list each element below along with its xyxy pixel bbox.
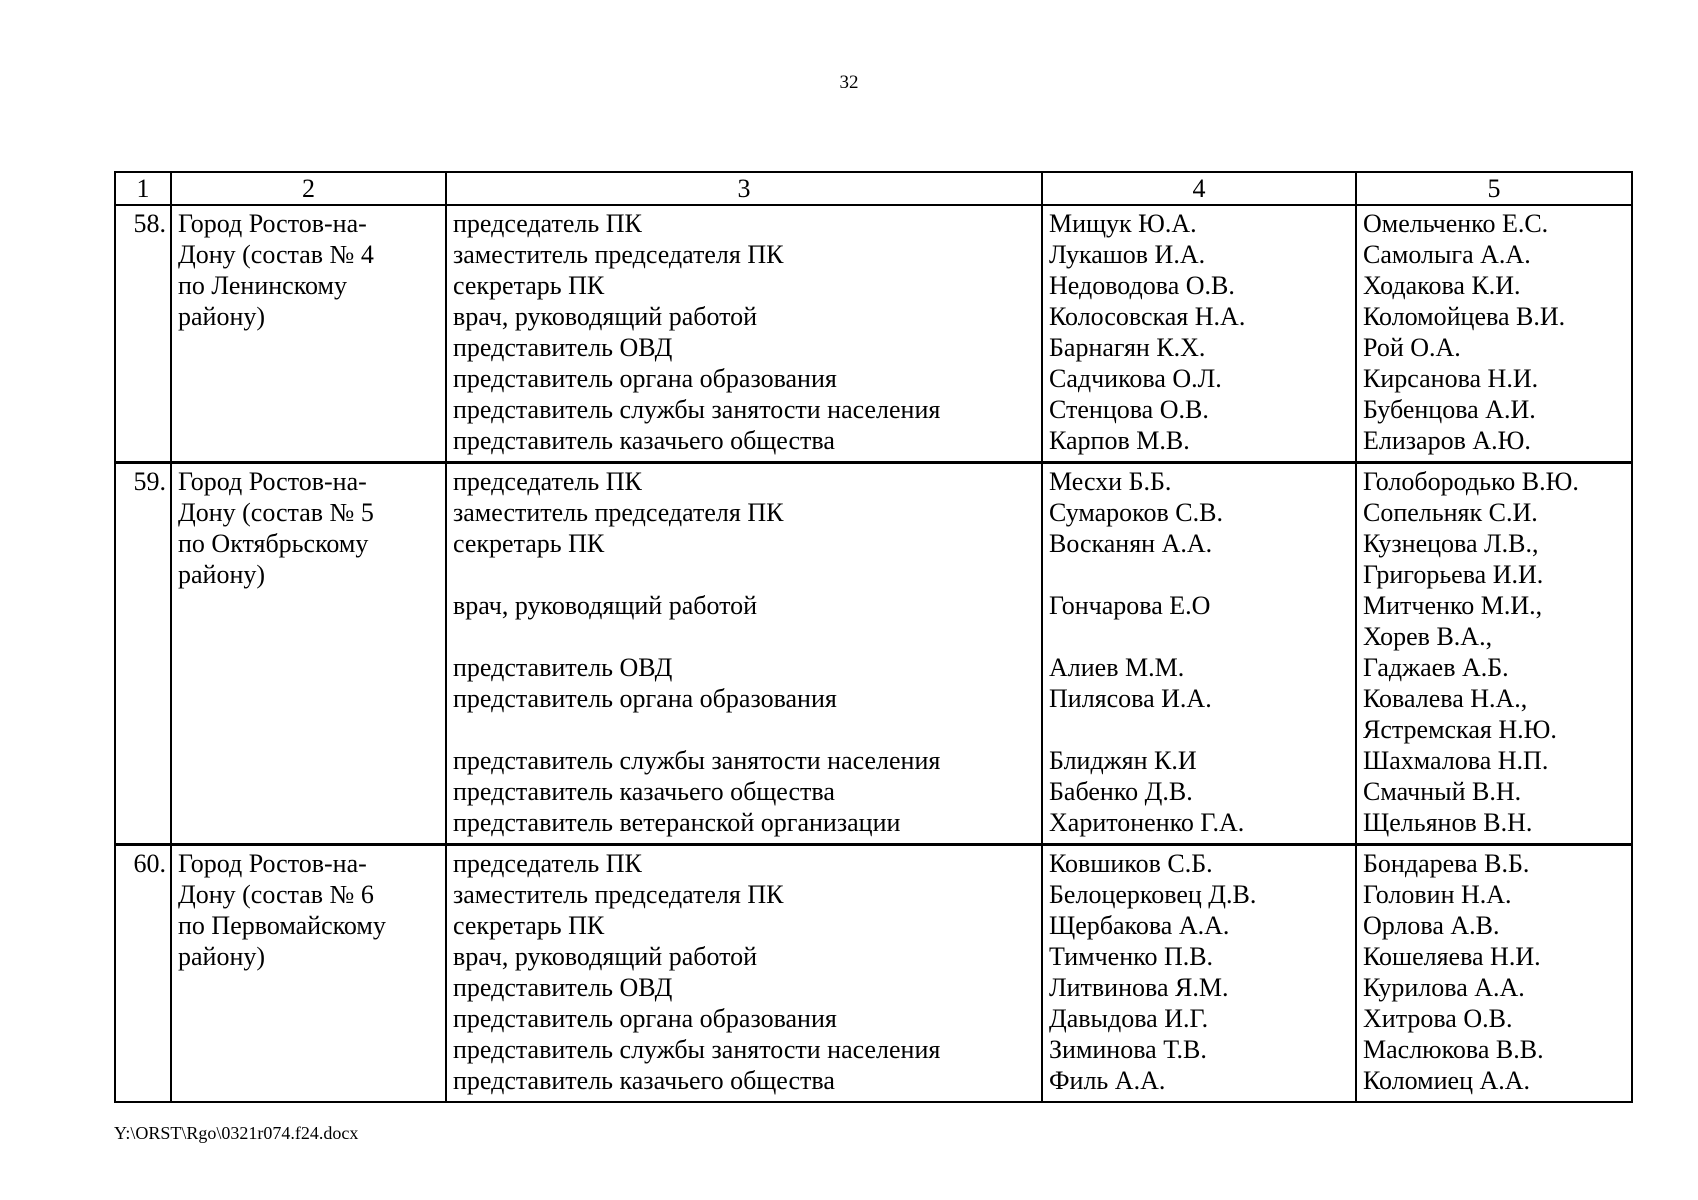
row-number: 59.: [115, 463, 171, 845]
position-line: председатель ПК: [453, 467, 642, 496]
position-line: представитель службы занятости населения: [453, 746, 941, 775]
region-line: Дону (состав № 5: [178, 498, 374, 527]
member-line: Карпов М.В.: [1049, 426, 1190, 455]
reserve-member-line: Смачный В.Н.: [1363, 777, 1522, 806]
reserve-member-line: Кирсанова Н.И.: [1363, 364, 1539, 393]
reserve-member-line: Маслюкова В.В.: [1363, 1035, 1544, 1064]
position-line: представитель казачьего общества: [453, 1066, 835, 1095]
reserve-member-cell: [1356, 845, 1632, 1103]
reserve-member-line: Коломиец А.А.: [1363, 1066, 1531, 1095]
member-line: Недоводова О.В.: [1049, 271, 1235, 300]
region-line: району): [178, 560, 266, 589]
footer-file-path: Y:\ORST\Rgo\0321r074.f24.docx: [114, 1123, 359, 1143]
member-line: Сумароков С.В.: [1049, 498, 1223, 527]
member-line: Блиджян К.И: [1049, 746, 1197, 775]
region-line: Город Ростов-на-: [178, 467, 367, 496]
position-line: представитель службы занятости населения: [453, 395, 941, 424]
member-line: Садчикова О.Л.: [1049, 364, 1222, 393]
reserve-member-line: Ястремская Н.Ю.: [1363, 715, 1557, 744]
column-header-4: 4: [1042, 172, 1356, 205]
member-line: Филь А.А.: [1049, 1066, 1166, 1095]
region-cell: [171, 205, 446, 463]
reserve-member-line: Курилова А.А.: [1363, 973, 1525, 1002]
member-cell: [1042, 205, 1356, 463]
position-cell: [446, 205, 1042, 463]
table-row: [115, 845, 1632, 1103]
reserve-member-line: Бондарева В.Б.: [1363, 849, 1530, 878]
table-header-row: [115, 172, 1632, 205]
position-line: [453, 559, 1035, 590]
member-line: Давыдова И.Г.: [1049, 1004, 1209, 1033]
position-line: [453, 714, 1035, 745]
reserve-member-cell: [1356, 205, 1632, 463]
reserve-member-line: Ходакова К.И.: [1363, 271, 1521, 300]
reserve-member-line: Гаджаев А.Б.: [1363, 653, 1509, 682]
reserve-member-line: Орлова А.В.: [1363, 911, 1500, 940]
region-line: по Ленинскому: [178, 271, 347, 300]
reserve-member-line: Рой О.А.: [1363, 333, 1461, 362]
column-header-1: 1: [115, 172, 171, 205]
reserve-member-line: Коломойцева В.И.: [1363, 302, 1566, 331]
member-line: Барнагян К.Х.: [1049, 333, 1206, 362]
member-line: Ковшиков С.Б.: [1049, 849, 1213, 878]
region-cell: [171, 463, 446, 845]
region-line: району): [178, 302, 266, 331]
region-line: Дону (состав № 4: [178, 240, 374, 269]
reserve-member-line: Головин Н.А.: [1363, 880, 1512, 909]
column-header-5: 5: [1356, 172, 1632, 205]
position-line: представитель ветеранской организации: [453, 808, 901, 837]
member-line: Тимченко П.В.: [1049, 942, 1214, 971]
reserve-member-line: Щельянов В.Н.: [1363, 808, 1533, 837]
reserve-member-line: Сопельняк С.И.: [1363, 498, 1538, 527]
position-line: представитель казачьего общества: [453, 777, 835, 806]
member-line: Бабенко Д.В.: [1049, 777, 1193, 806]
position-line: представитель ОВД: [453, 973, 673, 1002]
page-number: 32: [839, 72, 859, 93]
reserve-member-line: Самолыга А.А.: [1363, 240, 1531, 269]
member-line: Лукашов И.А.: [1049, 240, 1206, 269]
reserve-member-cell: [1356, 463, 1632, 845]
reserve-member-line: Елизаров А.Ю.: [1363, 426, 1531, 455]
region-line: по Октябрьскому: [178, 529, 369, 558]
member-line: Харитоненко Г.А.: [1049, 808, 1245, 837]
member-line: Литвинова Я.М.: [1049, 973, 1229, 1002]
reserve-member-line: Бубенцова А.И.: [1363, 395, 1536, 424]
member-cell: [1042, 845, 1356, 1103]
region-cell: [171, 845, 446, 1103]
region-line: Дону (состав № 6: [178, 880, 374, 909]
reserve-member-line: Кошеляева Н.И.: [1363, 942, 1541, 971]
position-line: представитель ОВД: [453, 333, 673, 362]
member-line: Щербакова А.А.: [1049, 911, 1230, 940]
member-line: [1049, 559, 1349, 590]
member-cell: [1042, 463, 1356, 845]
position-line: [453, 621, 1035, 652]
member-line: [1049, 714, 1349, 745]
commission-table: [114, 171, 1633, 1103]
reserve-member-line: Григорьева И.И.: [1363, 560, 1544, 589]
region-line: району): [178, 942, 266, 971]
region-line: Город Ростов-на-: [178, 209, 367, 238]
position-cell: [446, 463, 1042, 845]
position-line: представитель казачьего общества: [453, 426, 835, 455]
position-line: врач, руководящий работой: [453, 942, 758, 971]
position-line: секретарь ПК: [453, 911, 605, 940]
table-row: [115, 463, 1632, 845]
member-line: Алиев М.М.: [1049, 653, 1185, 682]
position-line: представитель службы занятости населения: [453, 1035, 941, 1064]
position-line: председатель ПК: [453, 209, 642, 238]
reserve-member-line: Голобородько В.Ю.: [1363, 467, 1579, 496]
row-number: 60.: [115, 845, 171, 1103]
reserve-member-line: Хитрова О.В.: [1363, 1004, 1513, 1033]
reserve-member-line: Ковалева Н.А.,: [1363, 684, 1528, 713]
reserve-member-line: Омельченко Е.С.: [1363, 209, 1549, 238]
member-line: Мищук Ю.А.: [1049, 209, 1197, 238]
position-line: председатель ПК: [453, 849, 642, 878]
reserve-member-line: Кузнецова Л.В.,: [1363, 529, 1539, 558]
member-line: Зиминова Т.В.: [1049, 1035, 1207, 1064]
column-header-2: 2: [171, 172, 446, 205]
position-line: заместитель председателя ПК: [453, 498, 784, 527]
reserve-member-line: Митченко М.И.,: [1363, 591, 1543, 620]
member-line: Стенцова О.В.: [1049, 395, 1209, 424]
position-line: заместитель председателя ПК: [453, 880, 784, 909]
position-cell: [446, 845, 1042, 1103]
row-number: 58.: [115, 205, 171, 463]
table-row: [115, 205, 1632, 463]
member-line: Восканян А.А.: [1049, 529, 1213, 558]
member-line: [1049, 621, 1349, 652]
position-line: заместитель председателя ПК: [453, 240, 784, 269]
position-line: секретарь ПК: [453, 529, 605, 558]
position-line: секретарь ПК: [453, 271, 605, 300]
member-line: Белоцерковец Д.В.: [1049, 880, 1257, 909]
member-line: Пилясова И.А.: [1049, 684, 1212, 713]
region-line: по Первомайскому: [178, 911, 386, 940]
position-line: представитель органа образования: [453, 364, 837, 393]
region-line: Город Ростов-на-: [178, 849, 367, 878]
member-line: Месхи Б.Б.: [1049, 467, 1172, 496]
member-line: Колосовская Н.А.: [1049, 302, 1246, 331]
position-line: представитель органа образования: [453, 684, 837, 713]
position-line: врач, руководящий работой: [453, 302, 758, 331]
reserve-member-line: Хорев В.А.,: [1363, 622, 1493, 651]
position-line: представитель органа образования: [453, 1004, 837, 1033]
column-header-3: 3: [446, 172, 1042, 205]
position-line: представитель ОВД: [453, 653, 673, 682]
reserve-member-line: Шахмалова Н.П.: [1363, 746, 1549, 775]
member-line: Гончарова Е.О: [1049, 591, 1211, 620]
position-line: врач, руководящий работой: [453, 591, 758, 620]
